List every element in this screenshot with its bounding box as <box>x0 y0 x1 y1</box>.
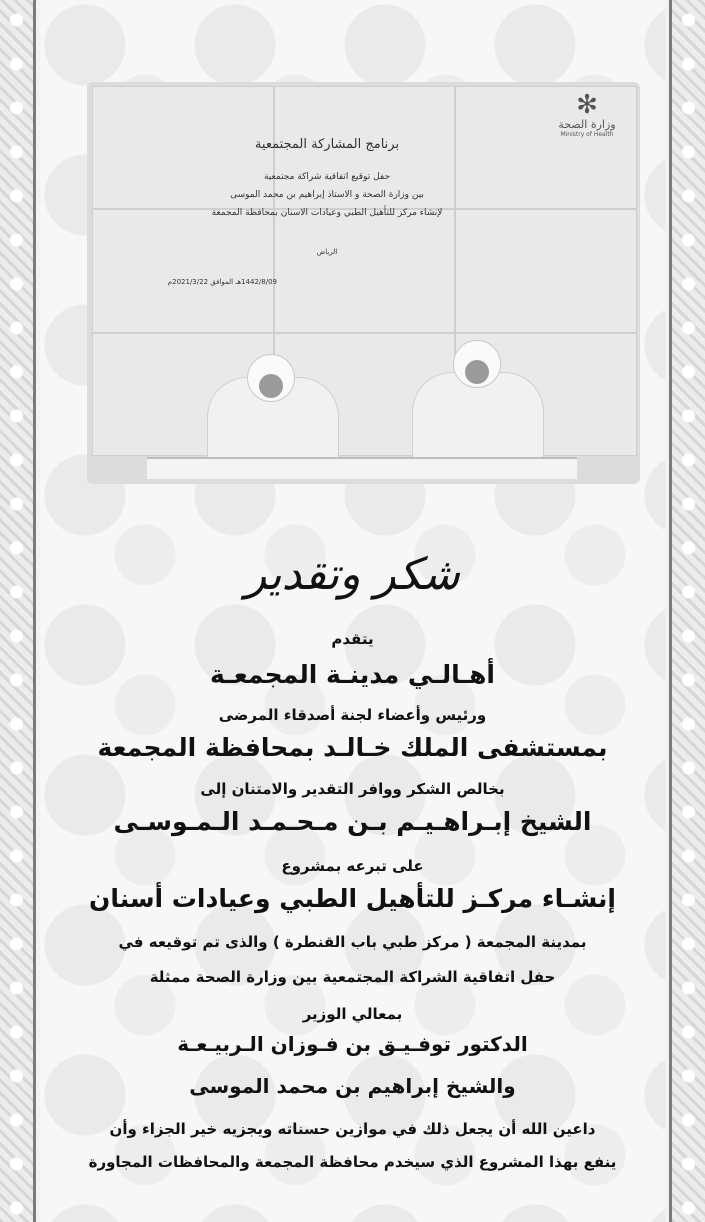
ministry-of-health-logo: ✻ وزارة الصحة Ministry of Health <box>552 92 622 138</box>
line-15: ينفع بهذا المشروع الذي سيخدم محافظة المجمعة والمحافظات المجاورة <box>88 1153 617 1171</box>
signing-ceremony-photo <box>87 82 640 484</box>
line-9: بمدينة المجمعة ( مركز طبي باب القنطرة ) والذى تم توقيعه في <box>118 933 587 951</box>
person-left-face <box>259 374 283 398</box>
line-7: على تبرعه بمشروع <box>281 857 424 875</box>
line-4: بمستشفى الملك خـالـد بمحافظة المجمعة <box>97 733 608 762</box>
screen-date: 1442/8/09هـ الموافق 2021/3/22م <box>167 278 277 286</box>
line-1: يتقدم <box>331 630 374 648</box>
palm-emblem-icon: ✻ <box>576 90 598 120</box>
line-5: بخالص الشكر ووافر التقدير والامتنان إلى <box>200 780 505 798</box>
screen-line: بين وزارة الصحة و الاستاذ إبراهيم بن محمد الموسى <box>230 190 424 200</box>
screen-city: الرياض <box>316 248 338 256</box>
screen-title: برنامج المشاركة المجتمعية <box>254 137 400 152</box>
line-3: ورئيس وأعضاء لجنة أصدقاء المرضى <box>218 706 487 724</box>
screen-line: لإنشاء مركز للتأهيل الطبي وعيادات الاسنان بمحافظة المجمعة <box>211 208 443 218</box>
line-12: الدكتور توفـيـق بن فـوزان الـربيـعـة <box>177 1032 528 1056</box>
right-ornamental-border <box>669 0 705 1222</box>
left-ornamental-border <box>0 0 36 1222</box>
line-2: أهـالـي مدينـة المجمعـة <box>210 660 495 689</box>
thanks-calligraphy-title: شكر وتقدير <box>245 549 460 600</box>
line-11: بمعالي الوزير <box>302 1005 403 1023</box>
screen-text <box>107 137 547 292</box>
line-8: إنشـاء مركـز للتأهيل الطبي وعيادات أسنان <box>89 884 616 913</box>
line-10: حفل اتفاقية الشراكة المجتمعية بين وزارة الصحة ممثلة <box>149 968 556 986</box>
line-6: الشيخ إبـراهـيـم بـن مـحـمـد الـمـوسـى <box>113 807 592 836</box>
line-14: داعين الله أن يجعل ذلك في موازين حسناته ويجزيه خير الجزاء وأن <box>109 1120 596 1138</box>
screen-line: حفل توقيع اتفاقية شراكة مجتمعية <box>263 172 391 182</box>
signing-table <box>147 457 577 479</box>
person-right-face <box>465 360 489 384</box>
line-13: والشيخ إبراهيم بن محمد الموسى <box>189 1074 516 1098</box>
